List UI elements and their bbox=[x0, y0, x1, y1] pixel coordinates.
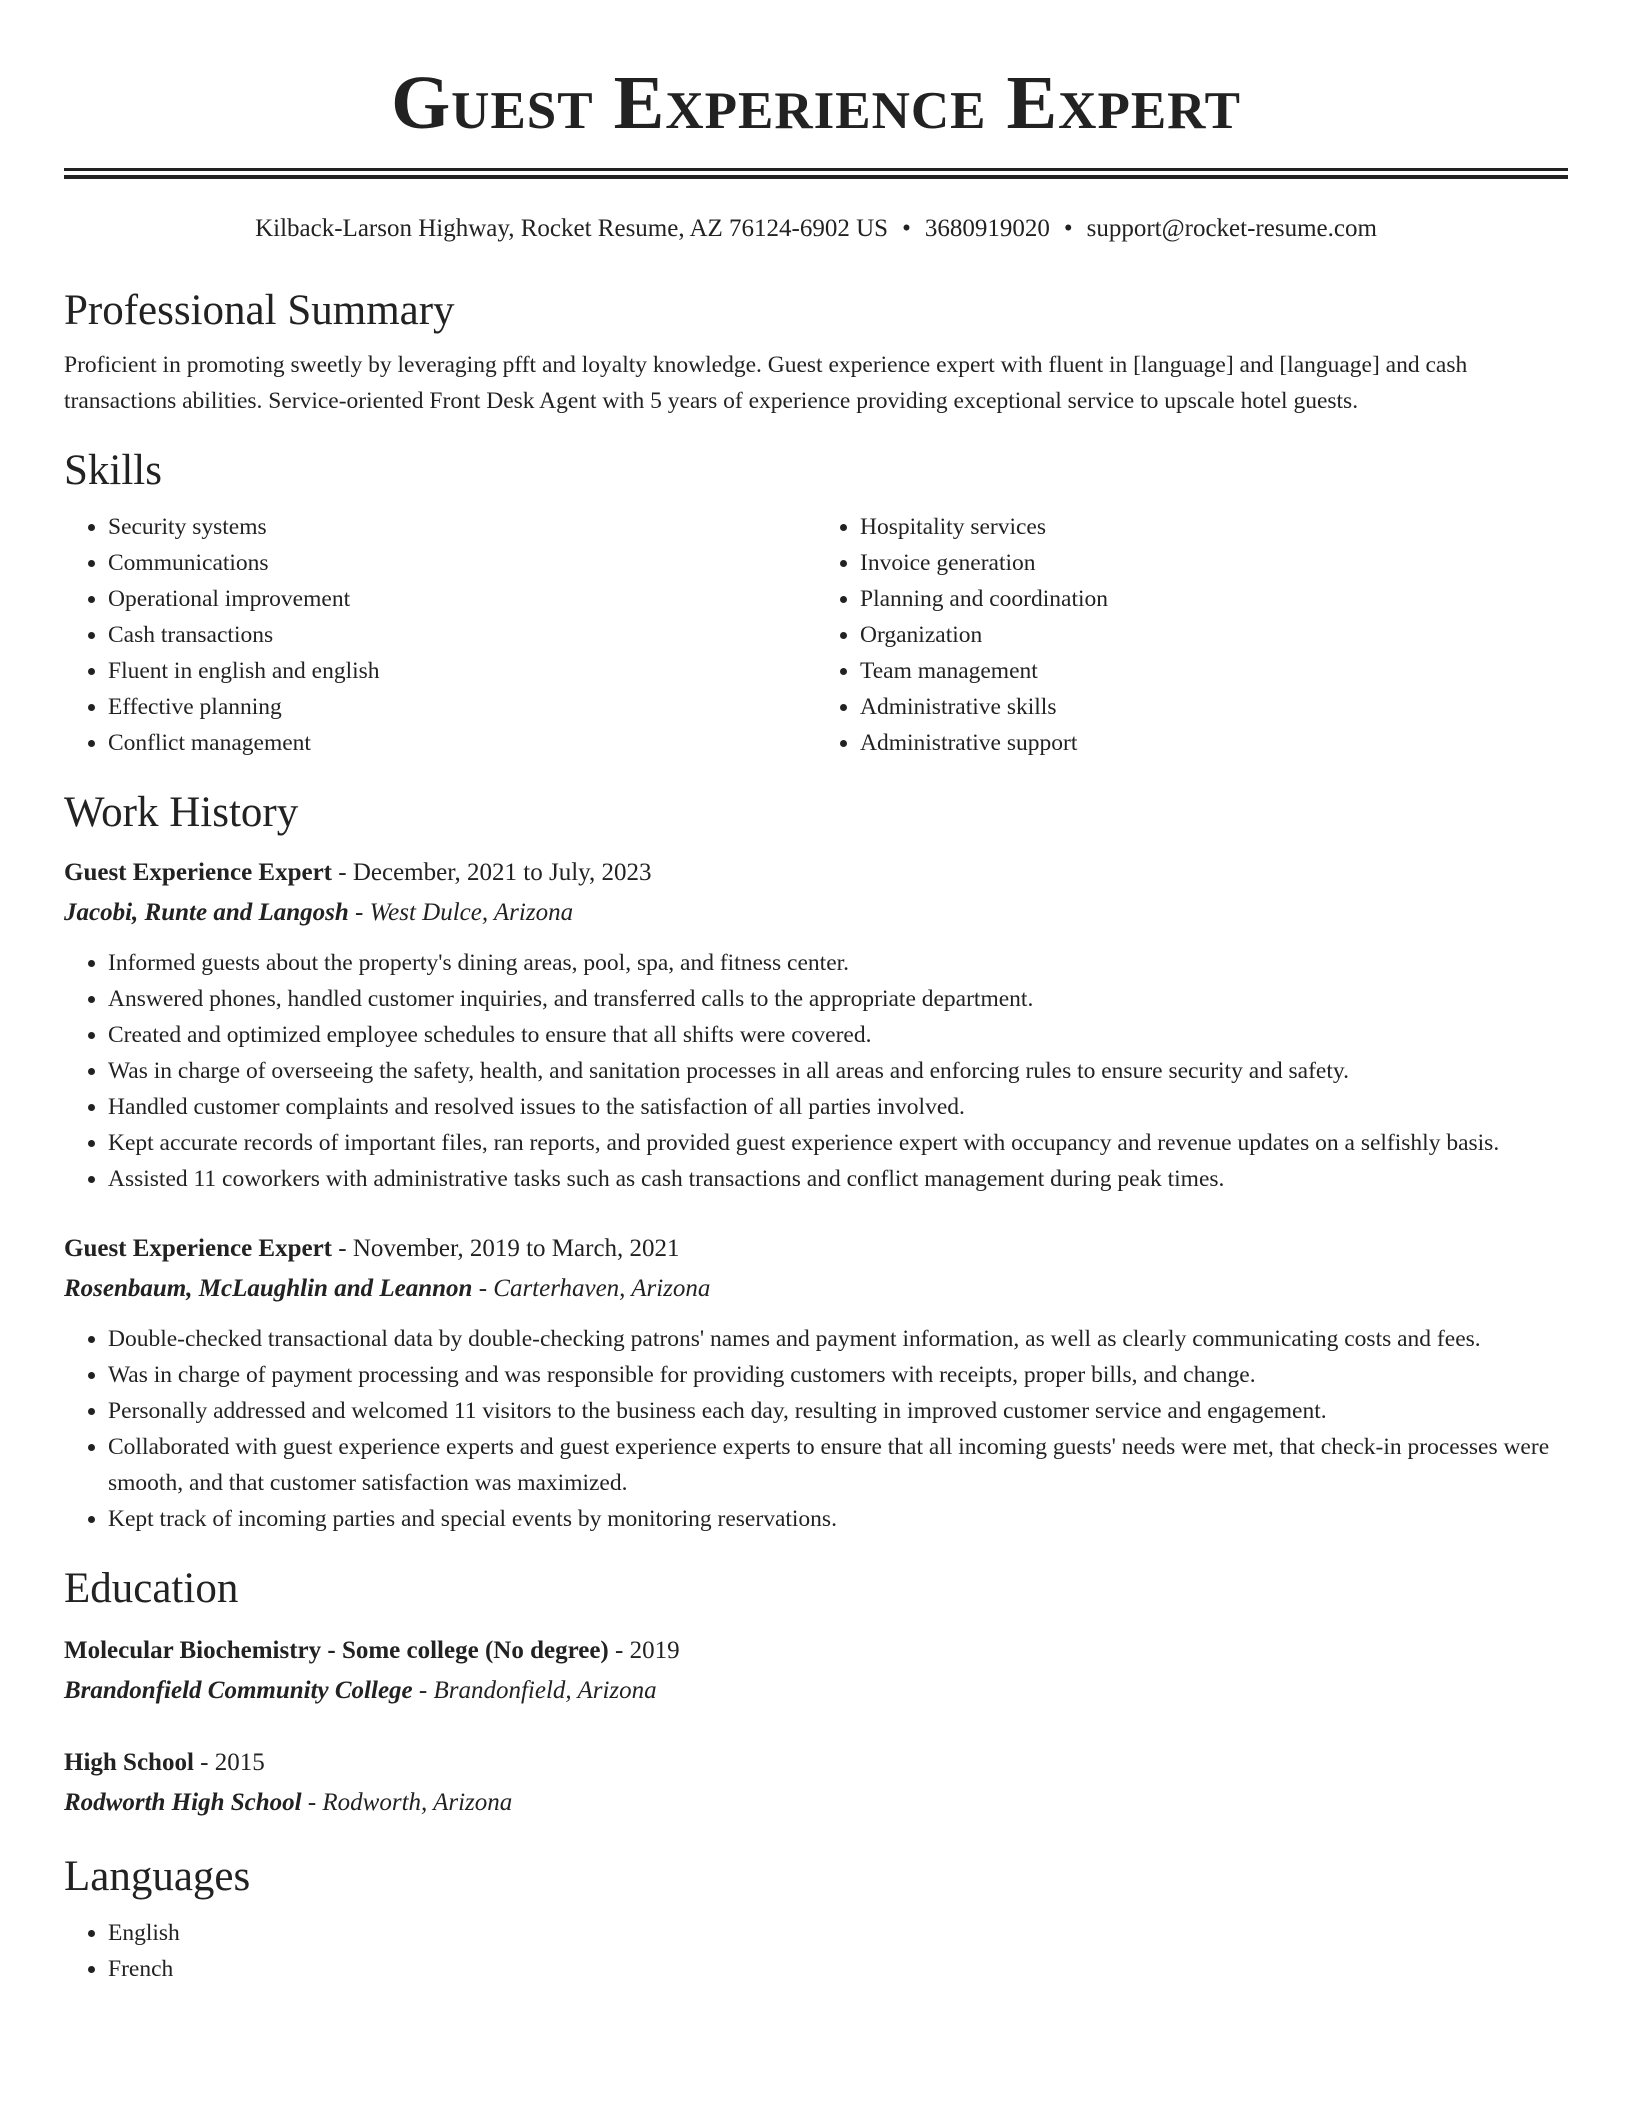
skill-item: • Fluent in english and english bbox=[108, 653, 816, 689]
skill-item: • Administrative support bbox=[860, 725, 1568, 761]
education-heading: Education bbox=[64, 1565, 239, 1612]
job-header bbox=[64, 853, 1568, 893]
skill-item: • Administrative skills bbox=[860, 689, 1568, 725]
education-school-line bbox=[64, 1783, 1568, 1823]
job-bullets bbox=[64, 1321, 1568, 1537]
job-bullet: • Kept track of incoming parties and special events by monitoring reservations. bbox=[108, 1501, 1568, 1537]
skill-item: • Invoice generation bbox=[860, 545, 1568, 581]
skills-section bbox=[64, 445, 1568, 761]
job-bullet: • Created and optimized employee schedules to ensure that all shifts were covered. bbox=[108, 1017, 1568, 1053]
education-section bbox=[64, 1563, 1568, 1823]
contact-line bbox=[64, 213, 1568, 245]
resume-title: Guest Experience Expert bbox=[391, 61, 1241, 145]
job-bullet: • Collaborated with guest experience experts and guest experience experts to ensure that all incoming guests' needs were met, that check-in processes were smooth, and that customer satisfaction was maximized. bbox=[108, 1429, 1568, 1501]
education-year: - 2019 bbox=[608, 1637, 680, 1664]
job-bullets bbox=[64, 945, 1568, 1197]
skills-heading: Skills bbox=[64, 447, 162, 494]
language-item: • French bbox=[108, 1951, 1568, 1987]
job-title: Guest Experience Expert bbox=[64, 1235, 333, 1262]
contact-separator: • bbox=[1063, 215, 1073, 242]
job-bullet: • Answered phones, handled customer inquiries, and transferred calls to the appropriate department. bbox=[108, 981, 1568, 1017]
job-bullet: • Assisted 11 coworkers with administrative tasks such as cash transactions and conflict management during peak times. bbox=[108, 1161, 1568, 1197]
contact-email: support@rocket-resume.com bbox=[1086, 215, 1377, 242]
job-bullet: • Was in charge of payment processing and was responsible for providing customers with receipts, proper bills, and change. bbox=[108, 1357, 1568, 1393]
job-header bbox=[64, 1229, 1568, 1269]
job-bullet: • Informed guests about the property's dining areas, pool, spa, and fitness center. bbox=[108, 945, 1568, 981]
education-entry bbox=[64, 1631, 1568, 1711]
title-divider bbox=[64, 168, 1568, 179]
skill-item: • Organization bbox=[860, 617, 1568, 653]
languages-section bbox=[64, 1851, 1568, 1987]
education-degree: Molecular Biochemistry - Some college (No degree) bbox=[64, 1637, 609, 1664]
education-degree-line bbox=[64, 1743, 1568, 1783]
skill-item: • Conflict management bbox=[108, 725, 816, 761]
education-entry bbox=[64, 1743, 1568, 1823]
job-entry bbox=[64, 1229, 1568, 1537]
skill-item: • Cash transactions bbox=[108, 617, 816, 653]
education-year: - 2015 bbox=[193, 1749, 265, 1776]
work-section bbox=[64, 787, 1568, 1537]
job-company: Rosenbaum, McLaughlin and Leannon bbox=[64, 1275, 473, 1302]
languages-list bbox=[64, 1915, 1568, 1987]
job-dates: - November, 2019 to March, 2021 bbox=[332, 1235, 680, 1262]
contact-phone: 3680919020 bbox=[924, 215, 1050, 242]
job-bullet: • Handled customer complaints and resolved issues to the satisfaction of all parties involved. bbox=[108, 1089, 1568, 1125]
work-heading: Work History bbox=[64, 789, 299, 836]
skills-list-left bbox=[64, 509, 816, 761]
skills-list-right bbox=[816, 509, 1568, 761]
skill-item: • Communications bbox=[108, 545, 816, 581]
job-location: - Carterhaven, Arizona bbox=[472, 1275, 711, 1302]
skill-item: • Team management bbox=[860, 653, 1568, 689]
summary-section bbox=[64, 285, 1568, 419]
skill-item: • Hospitality services bbox=[860, 509, 1568, 545]
contact-address: Kilback-Larson Highway, Rocket Resume, AZ 76124-6902 US bbox=[255, 215, 889, 242]
education-location: - Brandonfield, Arizona bbox=[412, 1677, 657, 1704]
education-school-line bbox=[64, 1671, 1568, 1711]
job-title: Guest Experience Expert bbox=[64, 859, 333, 886]
summary-text: Proficient in promoting sweetly by leveraging pfft and loyalty knowledge. Guest experience expert with fluent in [language] and [language] and cash transactions abilities. Service-oriented Front Desk Agent with 5 years of experience providing exceptional service to upscale hotel guests. bbox=[64, 352, 1468, 414]
job-bullet: • Was in charge of overseeing the safety, health, and sanitation processes in all areas and enforcing rules to ensure security and safety. bbox=[108, 1053, 1568, 1089]
skill-item: • Operational improvement bbox=[108, 581, 816, 617]
skill-item: • Security systems bbox=[108, 509, 816, 545]
skill-item: • Planning and coordination bbox=[860, 581, 1568, 617]
job-company-line bbox=[64, 893, 1568, 933]
languages-heading: Languages bbox=[64, 1853, 251, 1900]
job-bullet: • Double-checked transactional data by double-checking patrons' names and payment information, as well as clearly communicating costs and fees. bbox=[108, 1321, 1568, 1357]
education-degree-line bbox=[64, 1631, 1568, 1671]
education-degree: High School bbox=[64, 1749, 194, 1776]
job-dates: - December, 2021 to July, 2023 bbox=[332, 859, 652, 886]
job-company: Jacobi, Runte and Langosh bbox=[64, 899, 349, 926]
job-bullet: • Kept accurate records of important files, ran reports, and provided guest experience expert with occupancy and revenue updates on a selfishly basis. bbox=[108, 1125, 1568, 1161]
job-bullet: • Personally addressed and welcomed 11 visitors to the business each day, resulting in improved customer service and engagement. bbox=[108, 1393, 1568, 1429]
job-entry bbox=[64, 853, 1568, 1197]
contact-separator: • bbox=[902, 215, 911, 242]
summary-heading: Professional Summary bbox=[64, 287, 455, 334]
job-company-line bbox=[64, 1269, 1568, 1309]
skills-columns bbox=[64, 509, 1568, 761]
language-item: • English bbox=[108, 1915, 1568, 1951]
education-school: Rodworth High School bbox=[64, 1789, 302, 1816]
education-location: - Rodworth, Arizona bbox=[301, 1789, 513, 1816]
job-location: - West Dulce, Arizona bbox=[348, 899, 574, 926]
education-school: Brandonfield Community College bbox=[64, 1677, 413, 1704]
skill-item: • Effective planning bbox=[108, 689, 816, 725]
